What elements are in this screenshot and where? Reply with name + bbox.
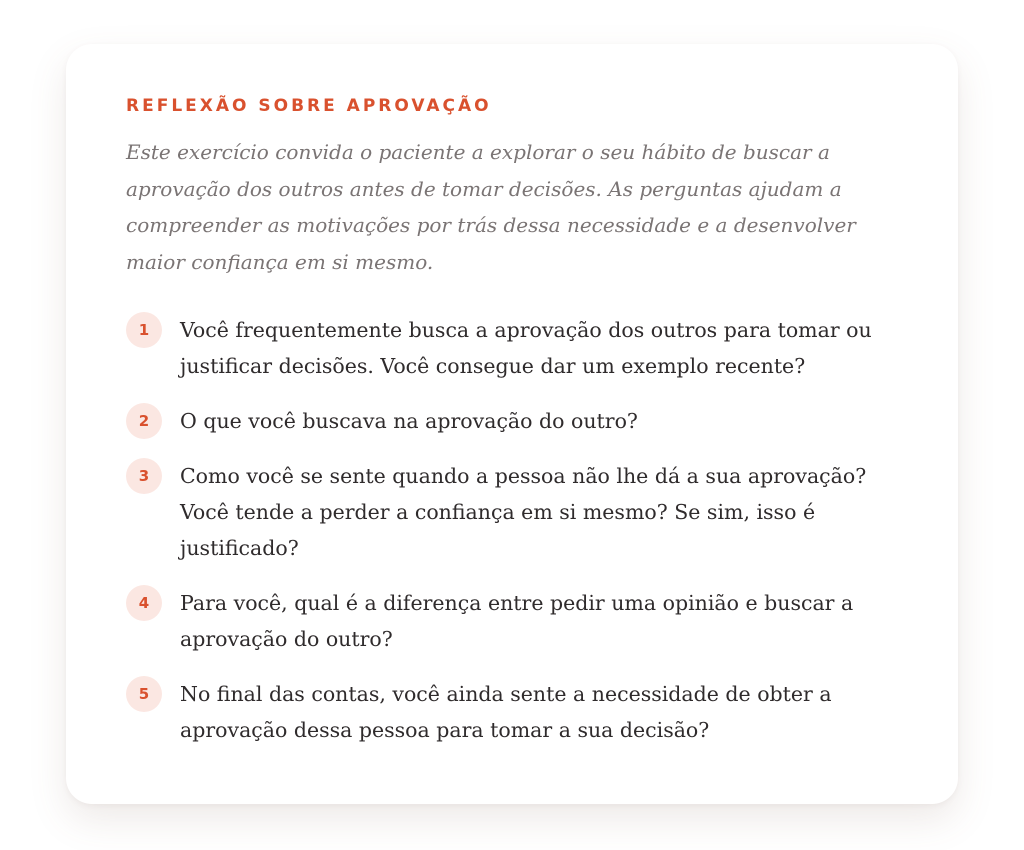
question-item bbox=[126, 312, 902, 384]
question-text: Você frequentemente busca a aprovação dos outros para tomar ou justificar decisões. Você consegue dar um exemplo recente? bbox=[180, 318, 872, 378]
question-number-badge: 5 bbox=[126, 676, 162, 712]
question-text: Como você se sente quando a pessoa não lhe dá a sua aprovação? Você tende a perder a confiança em si mesmo? Se sim, isso é justificado? bbox=[180, 464, 867, 560]
question-number-badge: 4 bbox=[126, 585, 162, 621]
question-item bbox=[126, 585, 902, 657]
question-number-badge: 1 bbox=[126, 312, 162, 348]
question-item bbox=[126, 458, 902, 566]
question-item bbox=[126, 403, 902, 439]
question-text: No final das contas, você ainda sente a necessidade de obter a aprovação dessa pessoa para tomar a sua decisão? bbox=[180, 682, 832, 742]
question-number-badge: 3 bbox=[126, 458, 162, 494]
reflection-card bbox=[66, 44, 958, 804]
question-number-badge: 2 bbox=[126, 403, 162, 439]
question-text: O que você buscava na aprovação do outro? bbox=[180, 409, 638, 433]
question-item bbox=[126, 676, 902, 748]
card-eyebrow-title: REFLEXÃO SOBRE APROVAÇÃO bbox=[126, 96, 492, 116]
card-intro-text: Este exercício convida o paciente a explorar o seu hábito de buscar a aprovação dos outros antes de tomar decisões. As perguntas ajudam a compreender as motivações por trás dessa necessidade e a desenvolver maior confiança em si mesmo. bbox=[126, 140, 856, 274]
question-text: Para você, qual é a diferença entre pedir uma opinião e buscar a aprovação do outro? bbox=[180, 591, 854, 651]
question-list bbox=[126, 312, 902, 748]
